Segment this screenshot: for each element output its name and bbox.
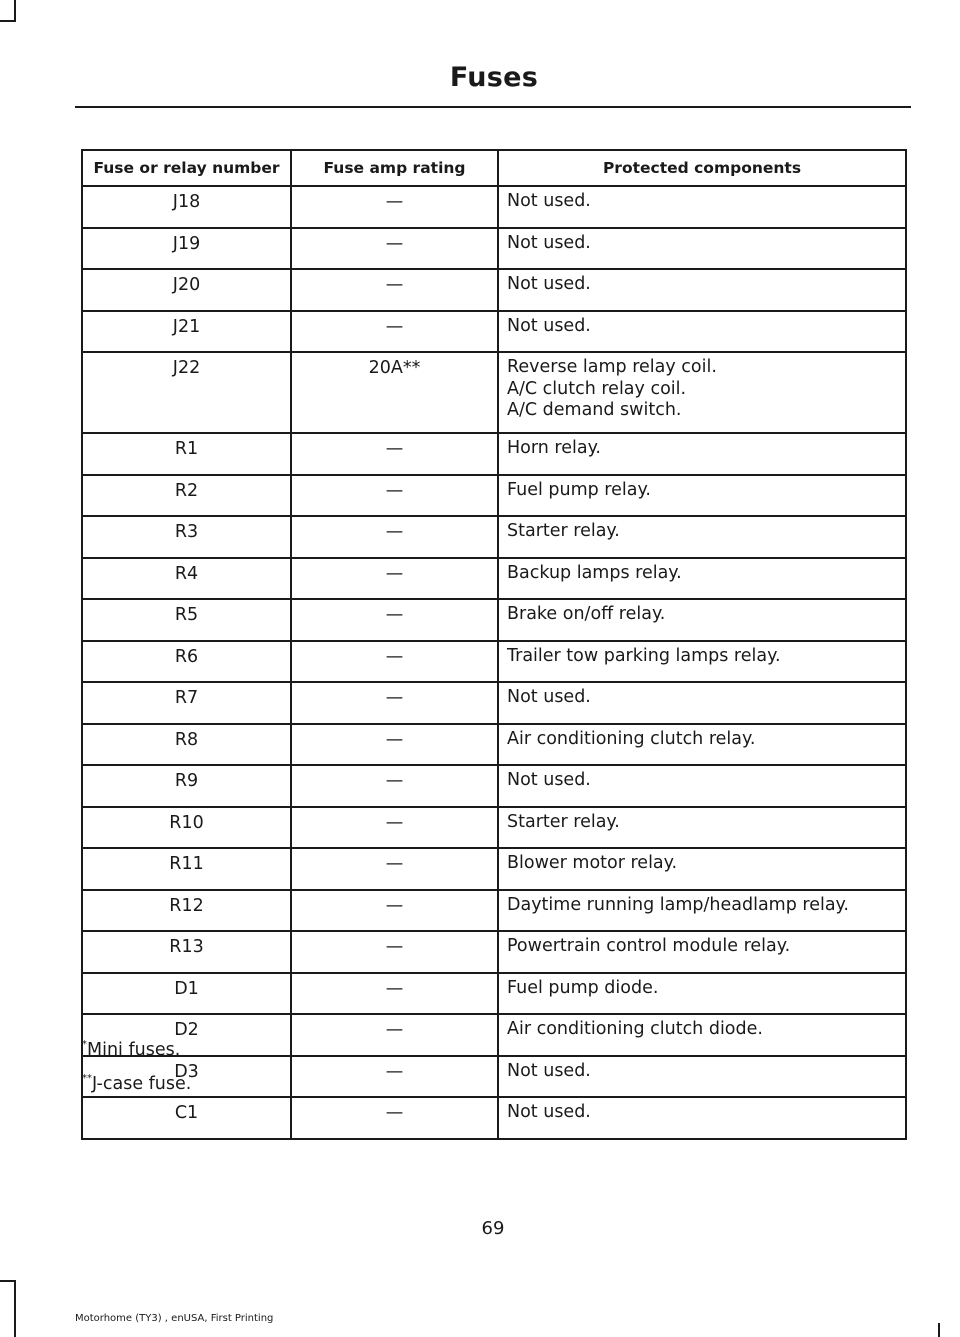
protected-components-cell bbox=[498, 352, 906, 433]
table-row bbox=[82, 516, 906, 558]
component-line: Trailer tow parking lamps relay. bbox=[507, 645, 781, 666]
fuse-number-cell: R12 bbox=[82, 890, 291, 932]
amp-rating-cell: — bbox=[291, 807, 498, 849]
protected-components-cell bbox=[498, 228, 906, 270]
amp-rating-cell: — bbox=[291, 931, 498, 973]
protected-components-cell bbox=[498, 890, 906, 932]
table-row bbox=[82, 599, 906, 641]
protected-components-cell bbox=[498, 311, 906, 353]
table-row bbox=[82, 352, 906, 433]
footer-text: Motorhome (TY3) , enUSA, First Printing bbox=[75, 1313, 274, 1324]
component-line: Horn relay. bbox=[507, 438, 601, 458]
table-row bbox=[82, 807, 906, 849]
table-row bbox=[82, 186, 906, 228]
amp-rating-cell: — bbox=[291, 269, 498, 311]
fuse-number-cell: D2 bbox=[82, 1014, 291, 1056]
component-line: Not used. bbox=[507, 1060, 591, 1081]
amp-rating-cell: — bbox=[291, 186, 498, 228]
amp-rating-cell: — bbox=[291, 1014, 498, 1056]
fuse-number-cell: R3 bbox=[82, 516, 291, 558]
component-line: Not used. bbox=[507, 191, 591, 211]
component-line: Air conditioning clutch relay. bbox=[507, 728, 756, 749]
amp-rating-cell: — bbox=[291, 890, 498, 932]
component-line: Backup lamps relay. bbox=[507, 562, 682, 583]
component-line: Not used. bbox=[507, 315, 591, 336]
protected-components-cell bbox=[498, 807, 906, 849]
component-line: Starter relay. bbox=[507, 811, 620, 832]
fuse-number-cell: J22 bbox=[82, 352, 291, 433]
component-line: Brake on/off relay. bbox=[507, 604, 666, 624]
fuse-number-cell: J18 bbox=[82, 186, 291, 228]
table-row bbox=[82, 1097, 906, 1139]
title-divider bbox=[75, 106, 911, 108]
component-line: Fuel pump relay. bbox=[507, 479, 651, 500]
component-line: Air conditioning clutch diode. bbox=[507, 1019, 763, 1039]
component-line: Blower motor relay. bbox=[507, 853, 678, 873]
protected-components-cell bbox=[498, 516, 906, 558]
component-line: Powertrain control module relay. bbox=[507, 936, 791, 956]
component-line: A/C demand switch. bbox=[507, 400, 682, 420]
footnote-mark: * bbox=[82, 1039, 87, 1050]
protected-components-cell bbox=[498, 931, 906, 973]
fuse-number-cell: R7 bbox=[82, 682, 291, 724]
column-header-amp-rating: Fuse amp rating bbox=[291, 150, 498, 186]
table-row bbox=[82, 890, 906, 932]
amp-rating-cell: — bbox=[291, 1056, 498, 1098]
table-row bbox=[82, 558, 906, 600]
fuse-number-cell: R6 bbox=[82, 641, 291, 683]
amp-rating-cell: — bbox=[291, 848, 498, 890]
component-line: Not used. bbox=[507, 687, 591, 707]
footnote-text: J-case fuse. bbox=[92, 1074, 192, 1094]
crop-mark-top-left-vertical bbox=[14, 0, 16, 22]
component-line: Starter relay. bbox=[507, 521, 620, 541]
fuse-number-cell: R8 bbox=[82, 724, 291, 766]
column-header-fuse-number: Fuse or relay number bbox=[82, 150, 291, 186]
component-line: Reverse lamp relay coil. bbox=[507, 357, 717, 377]
crop-mark-bottom-left-vertical bbox=[14, 1280, 16, 1337]
component-line: Daytime running lamp/headlamp relay. bbox=[507, 894, 849, 915]
amp-rating-cell: — bbox=[291, 433, 498, 475]
crop-mark-top-left-horizontal bbox=[0, 20, 16, 22]
fuse-number-cell: D1 bbox=[82, 973, 291, 1015]
table-row bbox=[82, 433, 906, 475]
amp-rating-cell: — bbox=[291, 311, 498, 353]
amp-rating-cell: — bbox=[291, 724, 498, 766]
fuse-number-cell: J21 bbox=[82, 311, 291, 353]
fuse-number-cell: D3 bbox=[82, 1056, 291, 1098]
amp-rating-cell: — bbox=[291, 973, 498, 1015]
protected-components-cell bbox=[498, 1014, 906, 1056]
protected-components-cell bbox=[498, 433, 906, 475]
footnote-mini-fuses bbox=[82, 1039, 180, 1060]
table-row bbox=[82, 269, 906, 311]
page-title: Fuses bbox=[449, 62, 539, 93]
footnote-text: Mini fuses. bbox=[87, 1040, 181, 1060]
fuse-table-body bbox=[82, 186, 906, 1139]
table-header-row bbox=[82, 150, 906, 186]
fuse-number-cell: R4 bbox=[82, 558, 291, 600]
protected-components-cell bbox=[498, 269, 906, 311]
fuse-number-cell: R9 bbox=[82, 765, 291, 807]
amp-rating-cell: — bbox=[291, 641, 498, 683]
table-row bbox=[82, 1056, 906, 1098]
table-row bbox=[82, 931, 906, 973]
component-line: Not used. bbox=[507, 1102, 591, 1122]
table-row bbox=[82, 848, 906, 890]
page-number: 69 bbox=[481, 1218, 505, 1239]
fuse-number-cell: R13 bbox=[82, 931, 291, 973]
fuse-number-cell: J19 bbox=[82, 228, 291, 270]
component-line: Not used. bbox=[507, 770, 591, 790]
table-row bbox=[82, 475, 906, 517]
fuse-table bbox=[81, 149, 907, 1140]
component-line: Not used. bbox=[507, 232, 591, 253]
protected-components-cell bbox=[498, 641, 906, 683]
protected-components-cell bbox=[498, 724, 906, 766]
amp-rating-cell: — bbox=[291, 516, 498, 558]
fuse-number-cell: R11 bbox=[82, 848, 291, 890]
fuse-number-cell: R5 bbox=[82, 599, 291, 641]
protected-components-cell bbox=[498, 1097, 906, 1139]
fuse-number-cell: C1 bbox=[82, 1097, 291, 1139]
table-row bbox=[82, 228, 906, 270]
protected-components-cell bbox=[498, 973, 906, 1015]
protected-components-cell bbox=[498, 682, 906, 724]
amp-rating-cell: — bbox=[291, 228, 498, 270]
footnote-mark: ** bbox=[82, 1073, 92, 1084]
amp-rating-cell: — bbox=[291, 558, 498, 600]
table-row bbox=[82, 724, 906, 766]
protected-components-cell bbox=[498, 848, 906, 890]
protected-components-cell bbox=[498, 475, 906, 517]
footnote-j-case-fuse bbox=[82, 1073, 191, 1094]
amp-rating-cell: — bbox=[291, 475, 498, 517]
protected-components-cell bbox=[498, 1056, 906, 1098]
column-header-protected-components: Protected components bbox=[498, 150, 906, 186]
table-row bbox=[82, 641, 906, 683]
component-line: Fuel pump diode. bbox=[507, 977, 659, 998]
table-row bbox=[82, 765, 906, 807]
table-row bbox=[82, 1014, 906, 1056]
component-line: Not used. bbox=[507, 274, 591, 294]
fuse-number-cell: J20 bbox=[82, 269, 291, 311]
protected-components-cell bbox=[498, 558, 906, 600]
protected-components-cell bbox=[498, 599, 906, 641]
component-line: A/C clutch relay coil. bbox=[507, 378, 687, 399]
protected-components-cell bbox=[498, 765, 906, 807]
crop-mark-bottom-right-vertical bbox=[938, 1323, 940, 1337]
amp-rating-cell: — bbox=[291, 1097, 498, 1139]
table-row bbox=[82, 682, 906, 724]
amp-rating-cell: — bbox=[291, 682, 498, 724]
fuse-number-cell: R1 bbox=[82, 433, 291, 475]
amp-rating-cell: — bbox=[291, 599, 498, 641]
table-row bbox=[82, 311, 906, 353]
amp-rating-cell: 20A** bbox=[291, 352, 498, 433]
crop-mark-bottom-left-horizontal bbox=[0, 1280, 16, 1282]
fuse-number-cell: R10 bbox=[82, 807, 291, 849]
table-row bbox=[82, 973, 906, 1015]
protected-components-cell bbox=[498, 186, 906, 228]
amp-rating-cell: — bbox=[291, 765, 498, 807]
fuse-number-cell: R2 bbox=[82, 475, 291, 517]
